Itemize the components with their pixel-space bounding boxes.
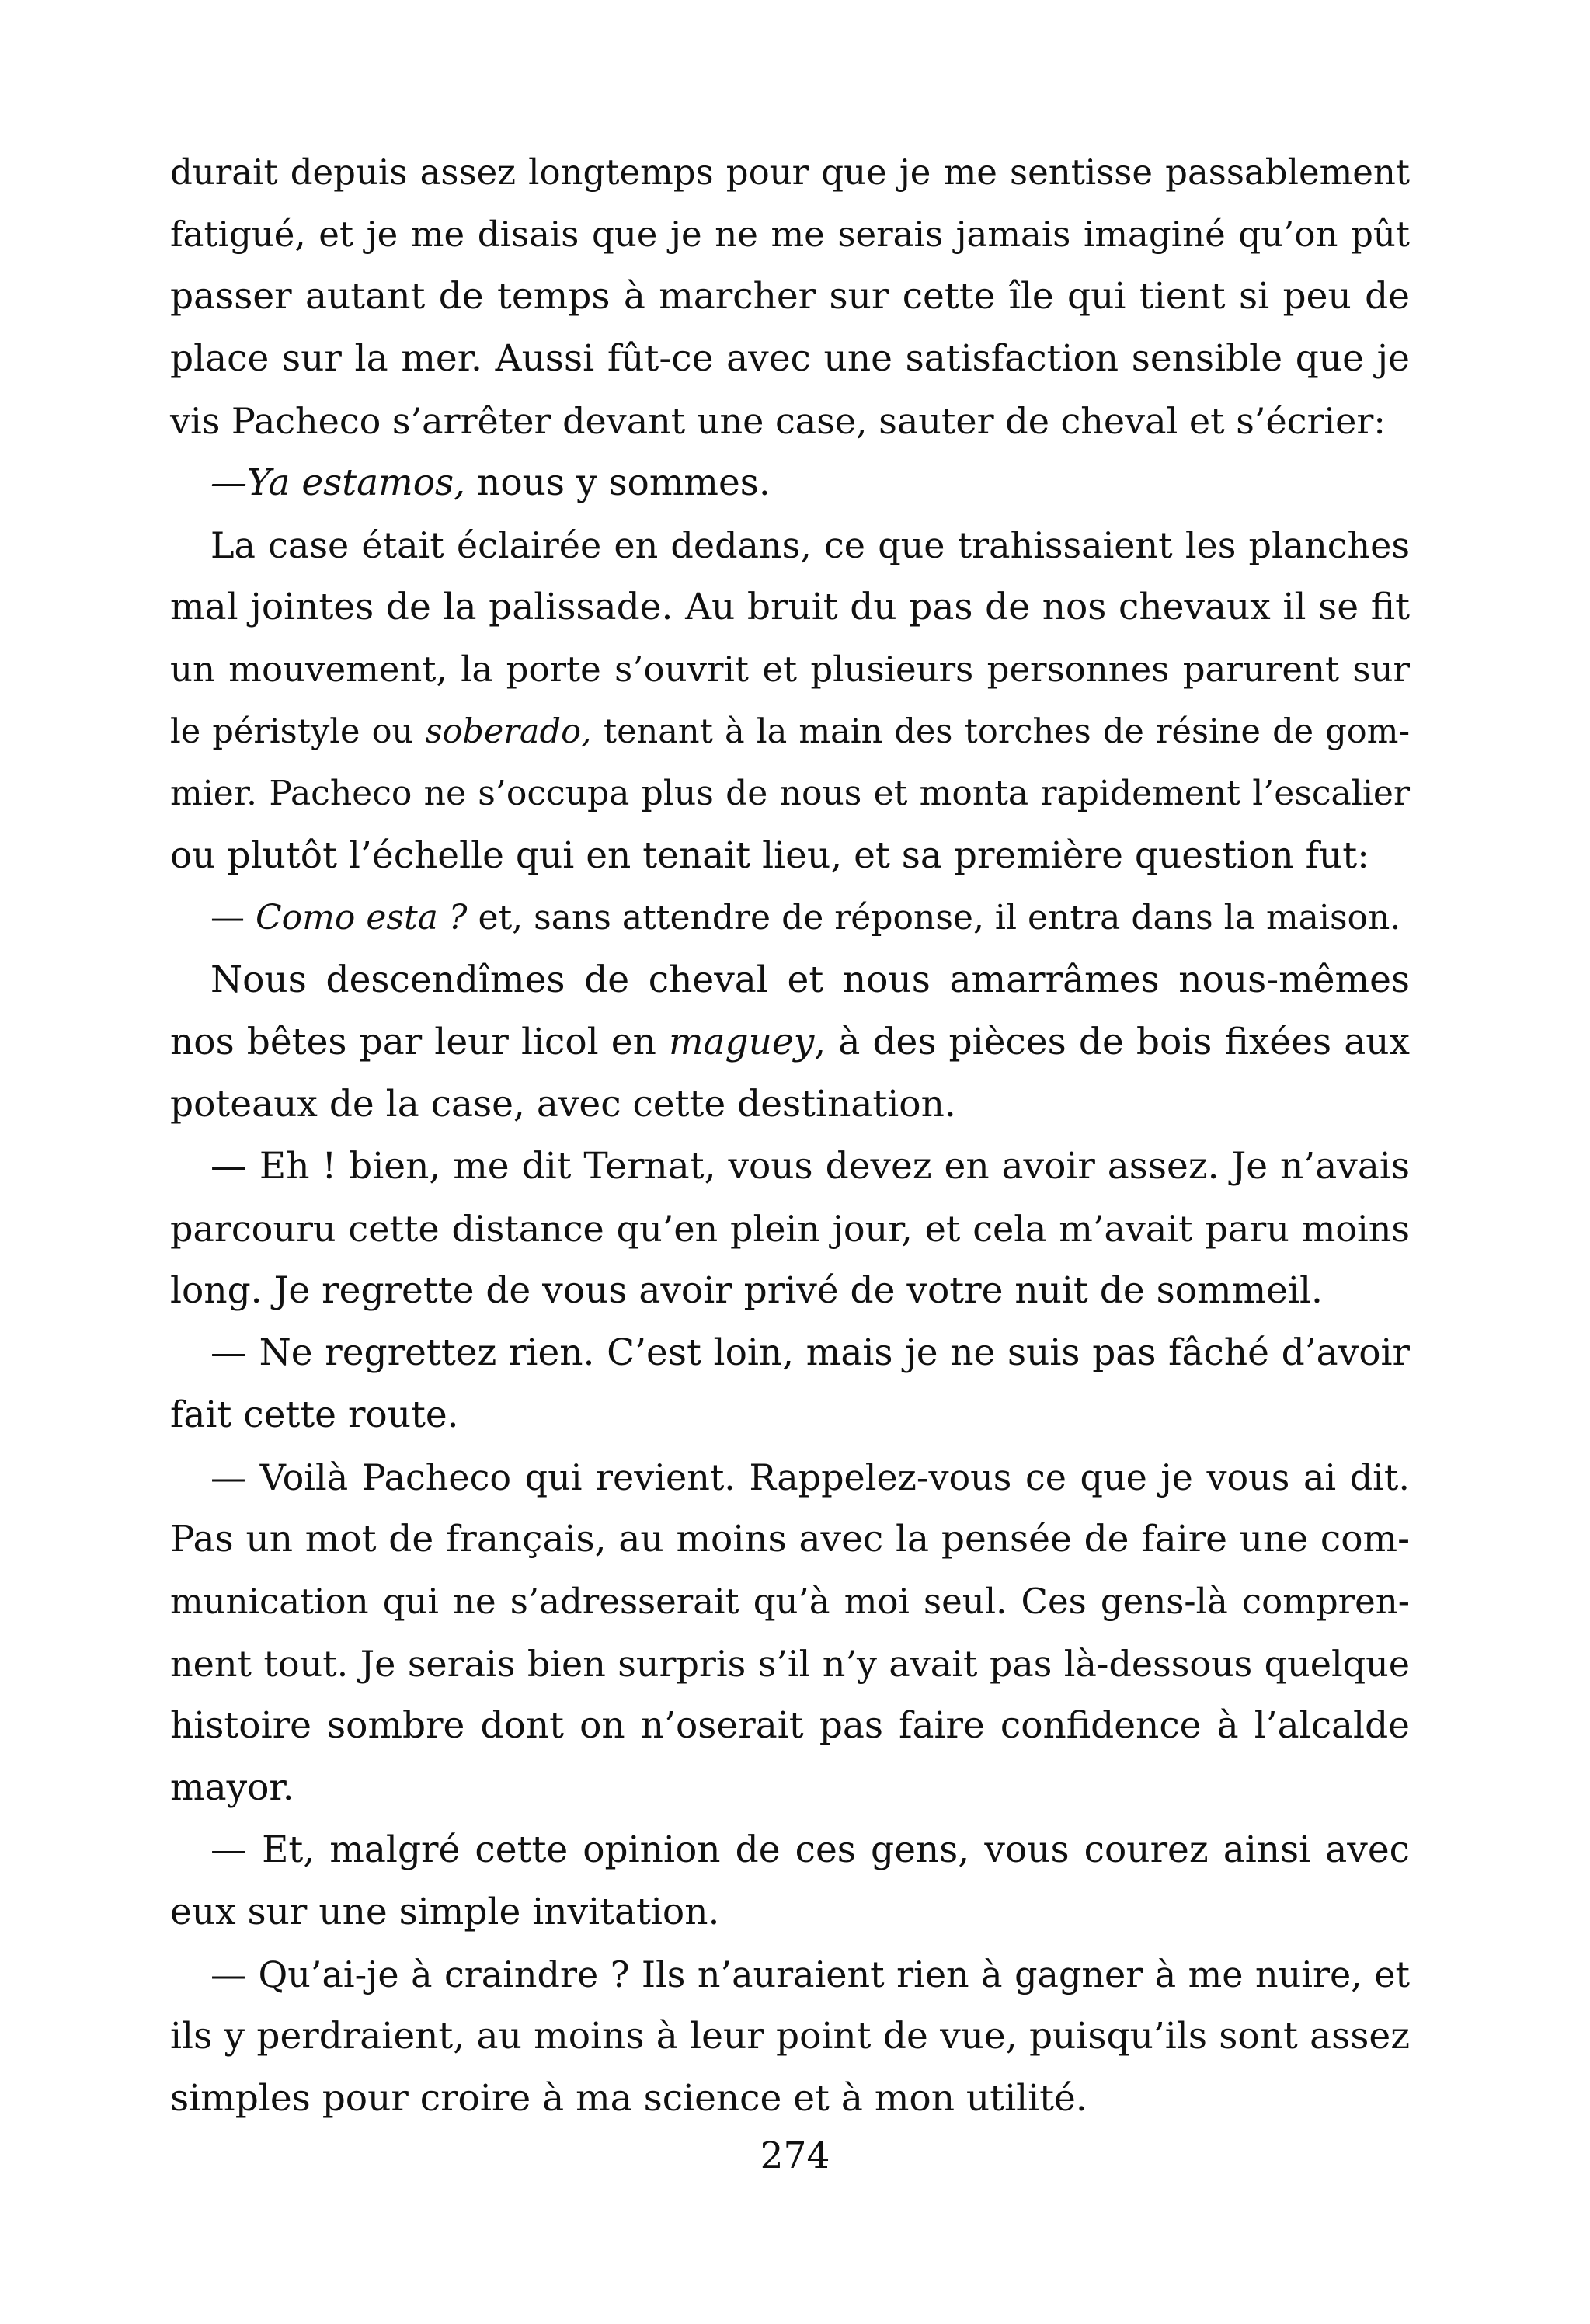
text-line xyxy=(170,1819,1410,1881)
text-line xyxy=(170,1633,1410,1695)
italic-phrase: Como esta ? xyxy=(256,898,468,938)
text-line xyxy=(170,328,1410,390)
line-text: ou plutôt l’échelle qui en tenait lieu, et sa première question fut: xyxy=(170,834,1369,877)
line-text: , à des pièces de bois fixées aux xyxy=(814,1021,1410,1063)
line-text: fatigué, et je me disais que je ne me serais jamais imaginé qu’on pût xyxy=(170,214,1410,255)
line-text: mier. Pacheco ne s’occupa plus de nous et monta rapidement l’escalier xyxy=(170,774,1410,813)
page-number: 274 xyxy=(760,2134,830,2177)
text-line xyxy=(170,1508,1410,1571)
line-text: long. Je regrette de vous avoir privé de votre nuit de sommeil. xyxy=(170,1269,1323,1312)
text-line xyxy=(170,1011,1410,1073)
text-line xyxy=(170,1571,1410,1633)
text-line xyxy=(170,390,1410,452)
text-line xyxy=(170,1695,1410,1757)
line-text: Pas un mot de français, au moins avec la pensée de faire une com- xyxy=(170,1518,1410,1560)
line-text: — xyxy=(210,898,256,938)
italic-phrase: soberado, xyxy=(425,712,592,751)
text-line xyxy=(170,266,1410,328)
text-line xyxy=(170,1881,1410,1943)
text-line xyxy=(170,2068,1410,2130)
line-text: durait depuis assez longtemps pour que je me sentisse passablement xyxy=(170,151,1410,193)
line-text: — Ne regrettez rien. C’est loin, mais je ne suis pas fâché d’avoir xyxy=(210,1331,1410,1374)
text-line xyxy=(170,1198,1410,1260)
text-line xyxy=(170,949,1410,1011)
line-text: histoire sombre dont on n’oserait pas faire confidence à l’alcalde xyxy=(170,1704,1410,1747)
text-line xyxy=(170,1322,1410,1384)
line-text: ils y perdraient, au moins à leur point de vue, puisqu’ils sont assez xyxy=(170,2015,1410,2058)
line-text: nent tout. Je serais bien surpris s’il n’y avait pas là-dessous quelque xyxy=(170,1643,1410,1685)
line-text: nos bêtes par leur licol en xyxy=(170,1021,669,1063)
line-text: place sur la mer. Aussi fût-ce avec une satisfaction sensible que je xyxy=(170,337,1410,380)
text-line xyxy=(170,204,1410,266)
line-text: — Voilà Pacheco qui revient. Rappelez-vous ce que je vous ai dit. xyxy=(210,1456,1410,1498)
line-text: poteaux de la case, avec cette destination. xyxy=(170,1083,956,1125)
text-line xyxy=(170,1446,1410,1508)
line-text: vis Pacheco s’arrêter devant une case, sauter de cheval et s’écrier: xyxy=(170,400,1386,442)
text-line xyxy=(170,701,1410,763)
text-line xyxy=(170,1073,1410,1136)
line-text: mayor. xyxy=(170,1766,294,1809)
text-line xyxy=(170,638,1410,701)
text-line xyxy=(170,887,1410,949)
line-text: mal jointes de la palissade. Au bruit du pas de nos chevaux il se fit xyxy=(170,586,1410,628)
text-line xyxy=(170,763,1410,825)
body-text xyxy=(170,141,1410,2130)
text-line xyxy=(170,1384,1410,1446)
text-line xyxy=(170,1943,1410,2006)
line-text: nous y sommes. xyxy=(465,461,771,504)
text-line xyxy=(170,825,1410,887)
line-text: passer autant de temps à marcher sur cette île qui tient si peu de xyxy=(170,275,1410,318)
text-line xyxy=(170,1136,1410,1198)
line-text: fait cette route. xyxy=(170,1393,459,1436)
line-text: parcouru cette distance qu’en plein jour, et cela m’avait paru moins xyxy=(170,1208,1410,1250)
line-text: simples pour croire à ma science et à mon utilité. xyxy=(170,2077,1087,2120)
line-text: un mouvement, la porte s’ouvrit et plusieurs personnes parurent sur xyxy=(170,649,1410,690)
line-text: — Et, malgré cette opinion de ces gens, vous courez ainsi avec xyxy=(210,1828,1410,1871)
line-text: — Qu’ai-je à craindre ? Ils n’auraient rien à gagner à me nuire, et xyxy=(210,1953,1410,1995)
line-text: tenant à la main des torches de résine de gom- xyxy=(591,712,1410,751)
italic-phrase: —Ya estamos, xyxy=(210,461,466,504)
line-text: — Eh ! bien, me dit Ternat, vous devez en avoir assez. Je n’avais xyxy=(210,1145,1410,1188)
text-line xyxy=(170,514,1410,576)
line-text: La case était éclairée en dedans, ce que trahissaient les planches xyxy=(210,524,1410,566)
text-line xyxy=(170,1757,1410,1819)
italic-phrase: maguey xyxy=(668,1021,815,1063)
line-text: le péristyle ou xyxy=(170,712,426,751)
text-line xyxy=(170,141,1410,204)
line-text: Nous descendîmes de cheval et nous amarrâmes nous-mêmes xyxy=(210,958,1410,1001)
text-line xyxy=(170,2006,1410,2068)
line-text: munication qui ne s’adresserait qu’à moi seul. Ces gens-là compren- xyxy=(170,1581,1410,1622)
text-line xyxy=(170,1260,1410,1322)
line-text: eux sur une simple invitation. xyxy=(170,1891,720,1933)
text-line xyxy=(170,576,1410,638)
line-text: et, sans attendre de réponse, il entra dans la maison. xyxy=(467,898,1401,938)
text-line xyxy=(170,452,1410,514)
